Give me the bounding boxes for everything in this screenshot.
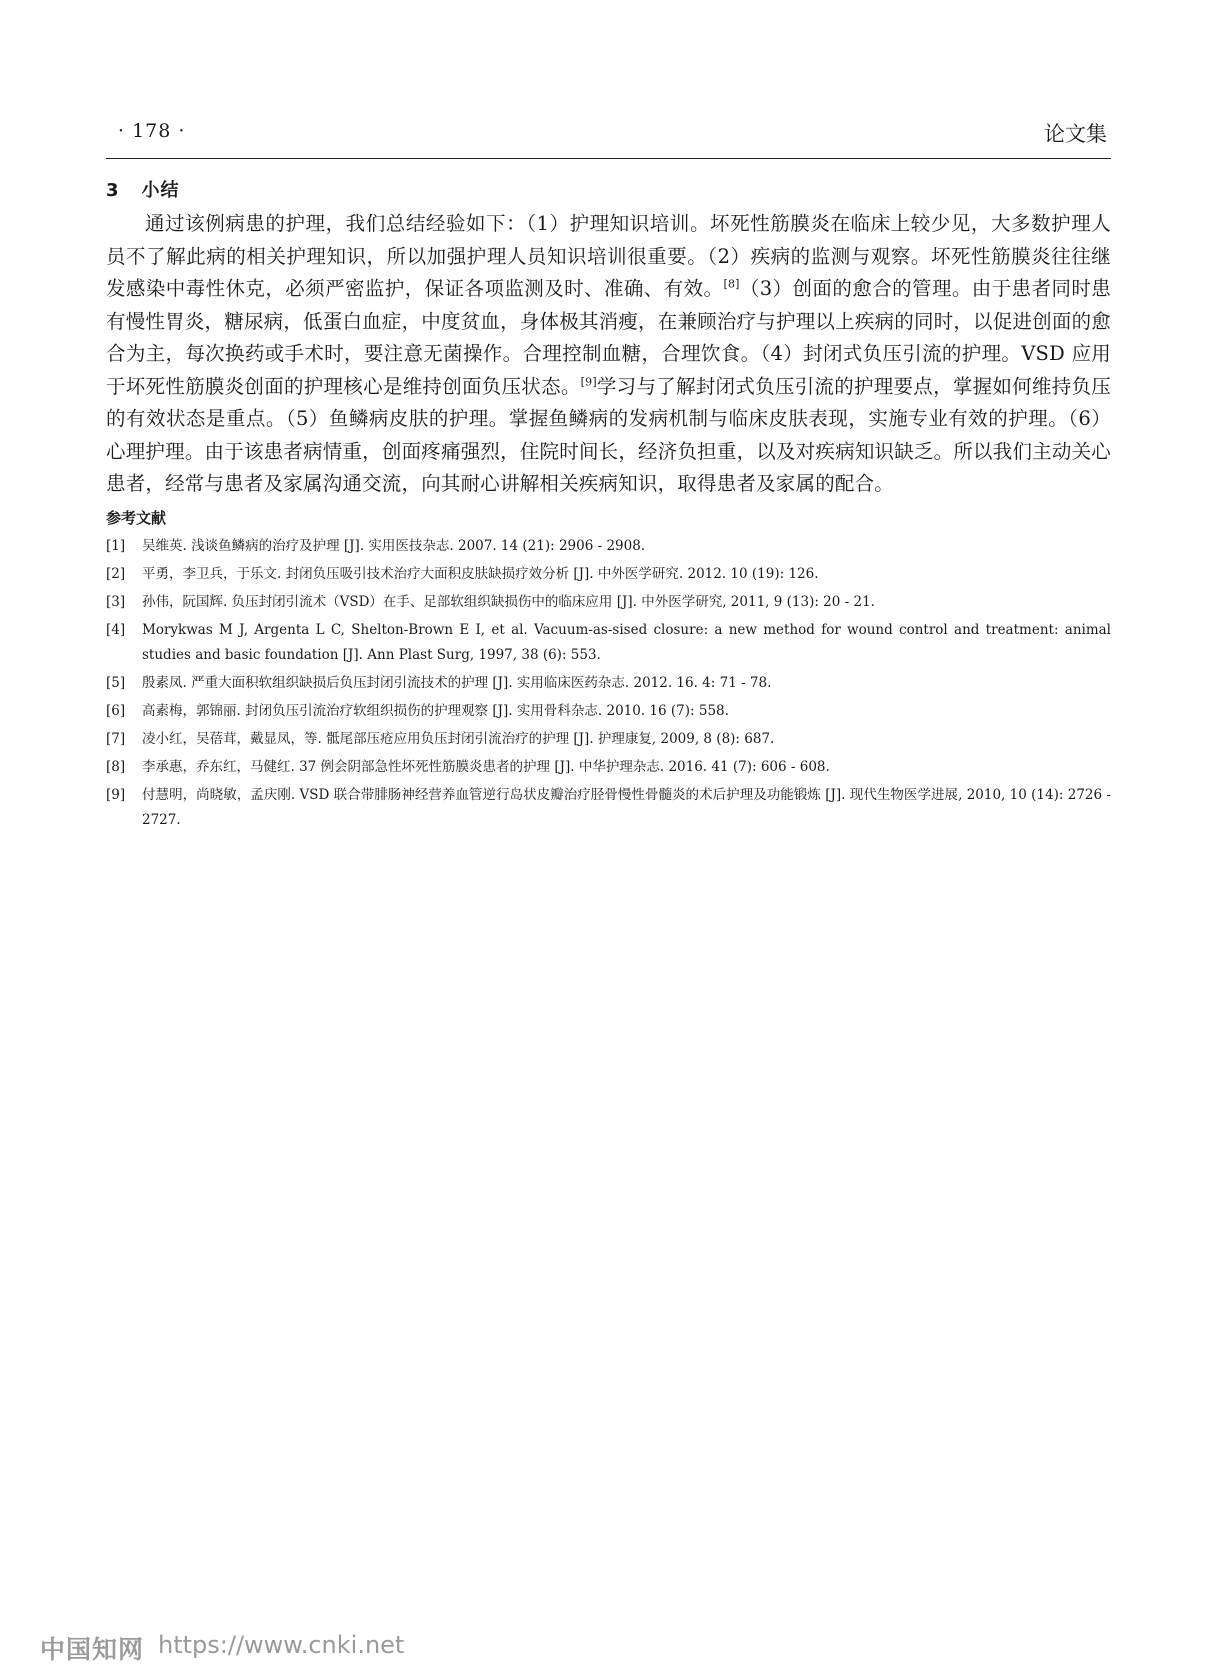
reference-number: [5]	[106, 674, 126, 691]
reference-item	[106, 590, 1111, 615]
citation-9: [9]	[580, 375, 597, 388]
journal-title: 论文集	[1044, 122, 1107, 146]
reference-item	[106, 727, 1111, 752]
reference-text: 高素梅，郭锦丽. 封闭负压引流治疗软组织损伤的护理观察 [J]. 实用骨科杂志. 2010. 16 (7): 558.	[142, 702, 729, 719]
reference-number: [6]	[106, 702, 126, 719]
reference-item	[106, 534, 1111, 559]
reference-item	[106, 671, 1111, 696]
references-title: 参考文献	[106, 508, 167, 527]
reference-item	[106, 562, 1111, 587]
reference-number: [9]	[106, 786, 126, 803]
section-title: 小结	[141, 180, 180, 201]
page-number: · 178 ·	[118, 120, 186, 142]
paragraph-text-1: 通过该例病患的护理，我们总结经验如下：（1）护理知识培训。坏死性筋膜炎在临床上较少见，大多数护理人员不了解此病的相关护理知识，所以加强护理人员知识培训很重要。（2）疾病的监测与观察。坏死性筋膜炎往往继发感染中毒性休克，必须严密监护，保证各项监测及时、准确、有效。	[106, 212, 1111, 300]
reference-number: [1]	[106, 537, 126, 554]
reference-item	[106, 618, 1111, 668]
reference-text: 孙伟，阮国辉. 负压封闭引流术（VSD）在手、足部软组织缺损伤中的临床应用 [J]. 中外医学研究, 2011, 9 (13): 20 - 21.	[142, 593, 875, 610]
reference-list	[106, 534, 1111, 833]
page-header	[106, 118, 1111, 159]
reference-text: 凌小红，吴蓓茸，戴显凤，等. 骶尾部压疮应用负压封闭引流治疗的护理 [J]. 护理康复, 2009, 8 (8): 687.	[142, 730, 775, 747]
citation-8: [8]	[723, 277, 740, 291]
reference-item	[106, 699, 1111, 724]
reference-text: 平勇，李卫兵，于乐文. 封闭负压吸引技术治疗大面积皮肤缺损疗效分析 [J]. 中外医学研究. 2012. 10 (19): 126.	[142, 565, 819, 582]
cnki-logo: 中国知网	[40, 1635, 145, 1664]
cnki-url: https://www.cnki.net	[158, 1631, 405, 1659]
reference-number: [8]	[106, 758, 126, 775]
paragraph-text-3: 学习与了解封闭式负压引流的护理要点，掌握如何维持负压的有效状态是重点。（5）鱼鳞病皮肤的护理。掌握鱼鳞病的发病机制与临床皮肤表现，实施专业有效的护理。（6）心理护理。由于该患者病情重，创面疼痛强烈，住院时间长，经济负担重，以及对疾病知识缺乏。所以我们主动关心患者，经常与患者及家属沟通交流，向其耐心讲解相关疾病知识，取得患者及家属的配合。	[106, 374, 1111, 495]
summary-paragraph	[106, 208, 1111, 501]
reference-item	[106, 783, 1111, 833]
reference-number: [3]	[106, 593, 126, 610]
reference-number: [7]	[106, 730, 126, 747]
reference-text: 李承惠，乔东红，马健红. 37 例会阴部急性坏死性筋膜炎患者的护理 [J]. 中华护理杂志. 2016. 41 (7): 606 - 608.	[142, 758, 830, 775]
paragraph-text-2: （3）创面的愈合的管理。由于患者同时患有慢性胃炎，糖尿病，低蛋白血症，中度贫血，身体极其消瘦，在兼顾治疗与护理以上疾病的同时，以促进创面的愈合为主，每次换药或手术时，要注意无菌操作。合理控制血糖，合理饮食。（4）封闭式负压引流的护理。VSD 应用于坏死性筋膜炎创面的护理核心是维持创面负压状态。	[106, 277, 1111, 398]
reference-text: Morykwas M J, Argenta L C, Shelton-Brown E I, et al. Vacuum-as-sised closure: a new method for wound control and treatment: animal studies and basic foundation [J]. Ann Plast Surg, 1997, 38 (6): 553.	[142, 621, 1111, 663]
reference-text: 吴维英. 浅谈鱼鳞病的治疗及护理 [J]. 实用医技杂志. 2007. 14 (21): 2906 - 2908.	[142, 537, 646, 554]
reference-text: 付慧明，尚晓敏，孟庆刚. VSD 联合带腓肠神经营养血管逆行岛状皮瓣治疗胫骨慢性骨髓炎的术后护理及功能锻炼 [J]. 现代生物医学进展, 2010, 10 (14): 2726 - 2727.	[142, 786, 1111, 828]
section-heading	[106, 176, 1111, 202]
reference-item	[106, 755, 1111, 780]
section-summary	[106, 176, 1111, 836]
section-number: 3	[106, 180, 120, 201]
reference-number: [2]	[106, 565, 126, 582]
reference-text: 殷素凤. 严重大面积软组织缺损后负压封闭引流技术的护理 [J]. 实用临床医药杂志. 2012. 16. 4: 71 - 78.	[142, 674, 772, 691]
reference-number: [4]	[106, 621, 126, 638]
